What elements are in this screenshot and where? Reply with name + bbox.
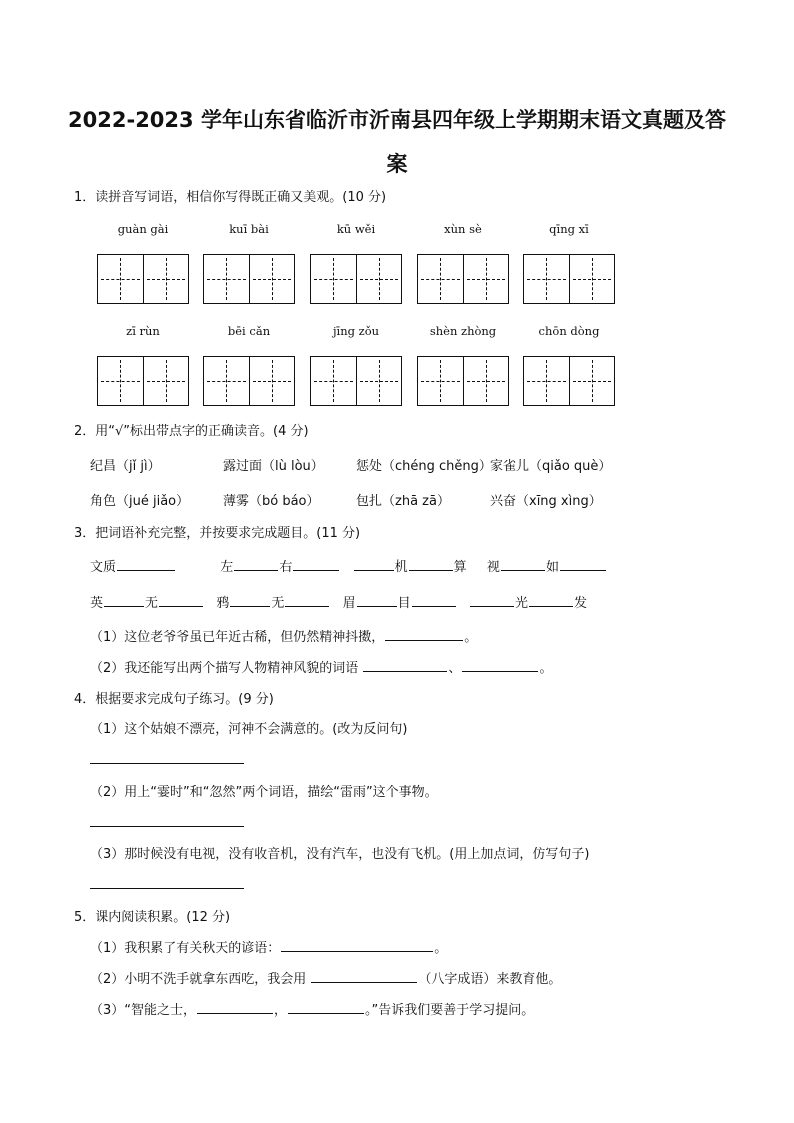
pronunciation-choice[interactable]: 露过面（lù lòu） <box>223 459 324 474</box>
idiom-char: 发 <box>573 596 587 611</box>
writing-grid[interactable] <box>310 254 402 304</box>
pinyin-label: bēi cǎn <box>227 324 271 338</box>
pronunciation-choice[interactable]: 惩处（chéng chěng） <box>356 459 492 474</box>
blank[interactable] <box>234 558 278 571</box>
answer-line[interactable] <box>90 826 244 827</box>
blank[interactable] <box>230 594 270 607</box>
idiom-char: 左 <box>220 560 234 575</box>
pinyin-label: shèn zhòng <box>429 324 497 338</box>
idiom-char: 视 <box>486 560 500 575</box>
sub-question: （3）那时候没有电视，没有收音机，没有汽车，也没有飞机。(用上加点词，仿写句子) <box>90 847 590 862</box>
blank[interactable] <box>529 594 573 607</box>
idiom-char: 鸦 <box>216 596 230 611</box>
blank[interactable] <box>357 594 397 607</box>
writing-grid[interactable] <box>417 356 509 406</box>
blank[interactable] <box>412 594 456 607</box>
punctuation: 、 <box>448 661 462 676</box>
sub-question-text: （2）我还能写出两个描写人物精神风貌的词语 <box>90 661 359 676</box>
pinyin-label: xùn sè <box>444 222 482 236</box>
sub-question <box>90 999 534 1018</box>
blank[interactable] <box>104 594 144 607</box>
idiom-fill-row <box>90 592 587 611</box>
sub-question-text: （八字成语）来教育他。 <box>418 972 562 987</box>
sub-question <box>90 968 561 987</box>
writing-grid[interactable] <box>97 254 189 304</box>
sub-question-text: 。”告诉我们要善于学习提问。 <box>365 1003 535 1018</box>
sub-question-text: （2）小明不洗手就拿东西吃，我会用 <box>90 972 307 987</box>
pronunciation-choice[interactable]: 家雀儿（qiǎo què） <box>490 459 612 474</box>
writing-grid[interactable] <box>310 356 402 406</box>
writing-grid[interactable] <box>523 254 615 304</box>
blank[interactable] <box>117 558 175 571</box>
blank[interactable] <box>354 558 394 571</box>
answer-blank[interactable] <box>281 939 433 952</box>
sub-question-text: （1）我积累了有关秋天的谚语： <box>90 941 281 956</box>
pinyin-label: kū wěi <box>336 222 376 236</box>
sub-question <box>90 937 447 956</box>
idiom-char: 文质 <box>90 560 117 575</box>
writing-grid[interactable] <box>417 254 509 304</box>
answer-line[interactable] <box>90 888 244 889</box>
writing-grid[interactable] <box>203 356 295 406</box>
answer-blank[interactable] <box>197 1001 273 1014</box>
idiom-char: 英 <box>90 596 104 611</box>
punctuation: ， <box>274 1003 288 1018</box>
answer-blank[interactable] <box>385 628 463 641</box>
answer-blank[interactable] <box>363 659 447 672</box>
idiom-fill-row <box>90 556 607 575</box>
sub-question-text: （3）“智能之士， <box>90 1003 197 1018</box>
idiom-char: 如 <box>545 560 559 575</box>
pinyin-label: qīng xī <box>549 222 589 236</box>
blank[interactable] <box>293 558 339 571</box>
question-4-heading: 4．根据要求完成句子练习。(9 分) <box>74 692 274 707</box>
idiom-char: 无 <box>271 596 285 611</box>
pronunciation-choice[interactable]: 包扎（zhā zā） <box>356 494 450 509</box>
idiom-char: 眉 <box>342 596 356 611</box>
question-2-heading: 2．用“√”标出带点字的正确读音。(4 分) <box>74 424 309 439</box>
blank[interactable] <box>470 594 514 607</box>
idiom-char: 算 <box>453 560 467 575</box>
punctuation: 。 <box>434 941 448 956</box>
blank[interactable] <box>501 558 545 571</box>
answer-blank[interactable] <box>288 1001 364 1014</box>
punctuation: 。 <box>464 630 478 645</box>
page-title: 2022-2023 学年山东省临沂市沂南县四年级上学期期末语文真题及答 <box>68 108 726 132</box>
sub-question <box>90 657 552 676</box>
blank[interactable] <box>159 594 203 607</box>
blank[interactable] <box>285 594 329 607</box>
pinyin-label: chōn dòng <box>538 324 600 338</box>
pronunciation-choice[interactable]: 纪昌（jǐ jì） <box>90 459 161 474</box>
blank[interactable] <box>560 558 606 571</box>
pinyin-label: jīng zǒu <box>332 324 380 338</box>
writing-grid[interactable] <box>97 356 189 406</box>
writing-grid[interactable] <box>203 254 295 304</box>
answer-line[interactable] <box>90 763 244 764</box>
question-5-heading: 5．课内阅读积累。(12 分) <box>74 910 231 925</box>
pronunciation-choice[interactable]: 兴奋（xīng xìng） <box>490 494 602 509</box>
sub-question: （2）用上“霎时”和“忽然”两个词语，描绘“雷雨”这个事物。 <box>90 785 438 800</box>
question-3-heading: 3．把词语补充完整，并按要求完成题目。(11 分) <box>74 526 361 541</box>
page-title-continued: 案 <box>386 152 408 176</box>
idiom-char: 光 <box>514 596 528 611</box>
blank[interactable] <box>409 558 453 571</box>
answer-blank[interactable] <box>462 659 538 672</box>
sub-question <box>90 626 477 645</box>
idiom-char: 机 <box>394 560 408 575</box>
sub-question-text: （1）这位老爷爷虽已年近古稀，但仍然精神抖擞， <box>90 630 385 645</box>
pinyin-label: guàn gài <box>117 222 169 236</box>
idiom-char: 无 <box>145 596 159 611</box>
sub-question: （1）这个姑娘不漂亮，河神不会满意的。(改为反问句) <box>90 722 408 737</box>
writing-grid[interactable] <box>523 356 615 406</box>
question-1-heading: 1．读拼音写词语，相信你写得既正确又美观。(10 分) <box>74 190 387 205</box>
pronunciation-choice[interactable]: 角色（jué jiǎo） <box>90 494 190 509</box>
answer-blank[interactable] <box>311 970 417 983</box>
idiom-char: 目 <box>397 596 411 611</box>
pronunciation-choice[interactable]: 薄雾（bó báo） <box>223 494 320 509</box>
punctuation: 。 <box>539 661 553 676</box>
pinyin-label: kuī bài <box>229 222 269 236</box>
pinyin-label: zī rùn <box>126 324 160 338</box>
idiom-char: 右 <box>279 560 293 575</box>
